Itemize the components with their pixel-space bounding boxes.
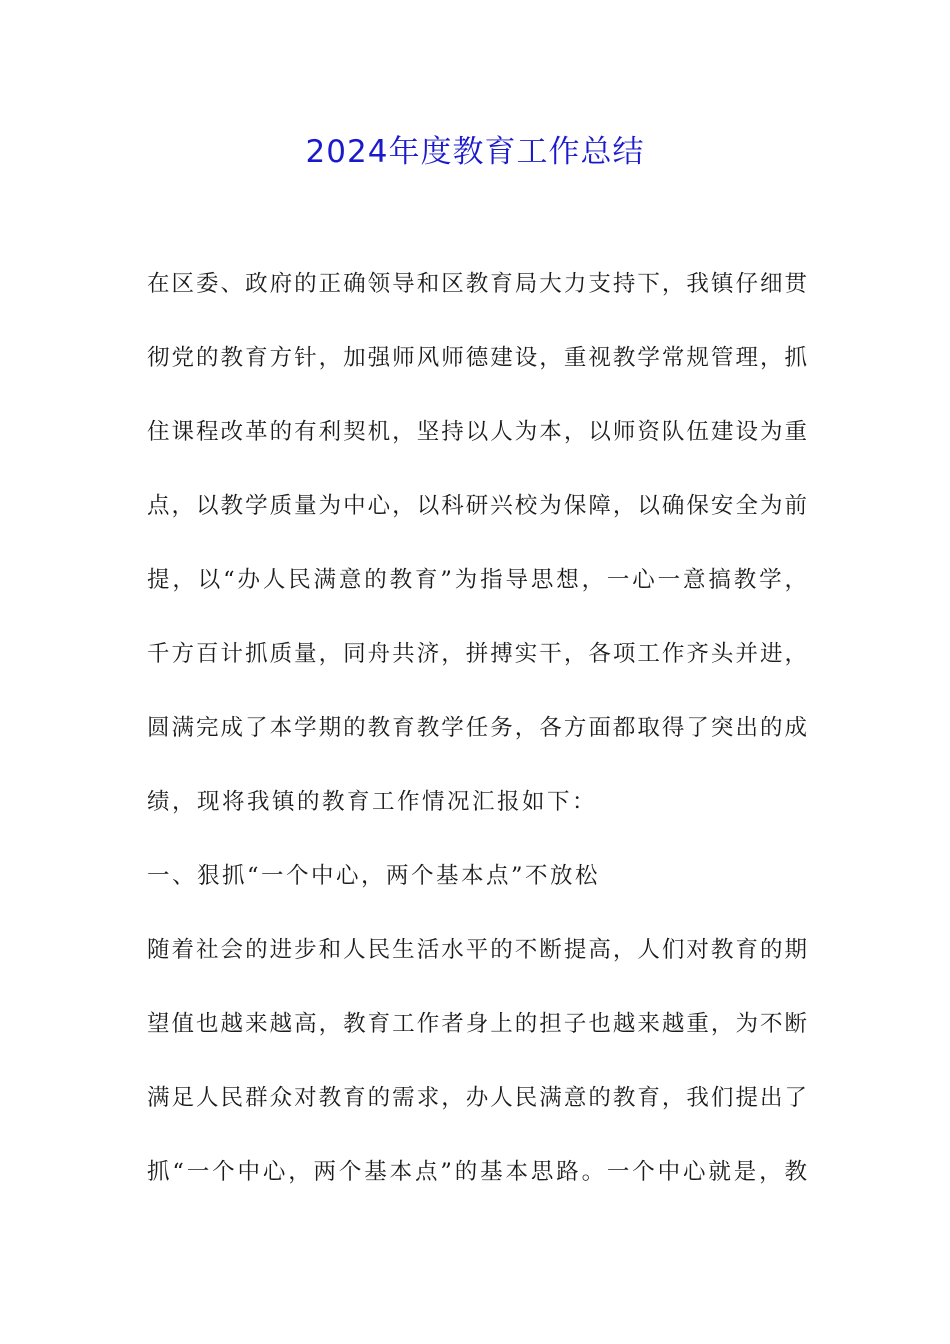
paragraph-line: 在区委、政府的正确领导和区教育局大力支持下，我镇仔细贯 (147, 271, 807, 297)
section-heading: 一、狠抓“一个中心，两个基本点”不放松 (147, 863, 601, 889)
paragraph-line: 点，以教学质量为中心，以科研兴校为保障，以确保安全为前 (147, 493, 807, 519)
paragraph-line: 抓“一个中心，两个基本点”的基本思路。一个中心就是，教 (147, 1159, 807, 1185)
paragraph-line: 千方百计抓质量，同舟共济，拼搏实干，各项工作齐头并进， (147, 641, 807, 667)
paragraph-line: 满足人民群众对教育的需求，办人民满意的教育，我们提出了 (147, 1085, 807, 1111)
document-body (147, 262, 807, 1224)
paragraph-line: 住课程改革的有利契机，坚持以人为本，以师资队伍建设为重 (147, 419, 807, 445)
paragraph-line: 望值也越来越高，教育工作者身上的担子也越来越重，为不断 (147, 1011, 807, 1037)
paragraph-line: 提，以“办人民满意的教育”为指导思想，一心一意搞教学， (147, 567, 807, 593)
document-title: 2024年度教育工作总结 (305, 134, 645, 170)
paragraph-line: 彻党的教育方针，加强师风师德建设，重视教学常规管理，抓 (147, 345, 807, 371)
paragraph-line: 绩，现将我镇的教育工作情况汇报如下： (147, 789, 598, 815)
paragraph-line: 圆满完成了本学期的教育教学任务，各方面都取得了突出的成 (147, 715, 807, 741)
paragraph-line: 随着社会的进步和人民生活水平的不断提高，人们对教育的期 (147, 937, 807, 963)
